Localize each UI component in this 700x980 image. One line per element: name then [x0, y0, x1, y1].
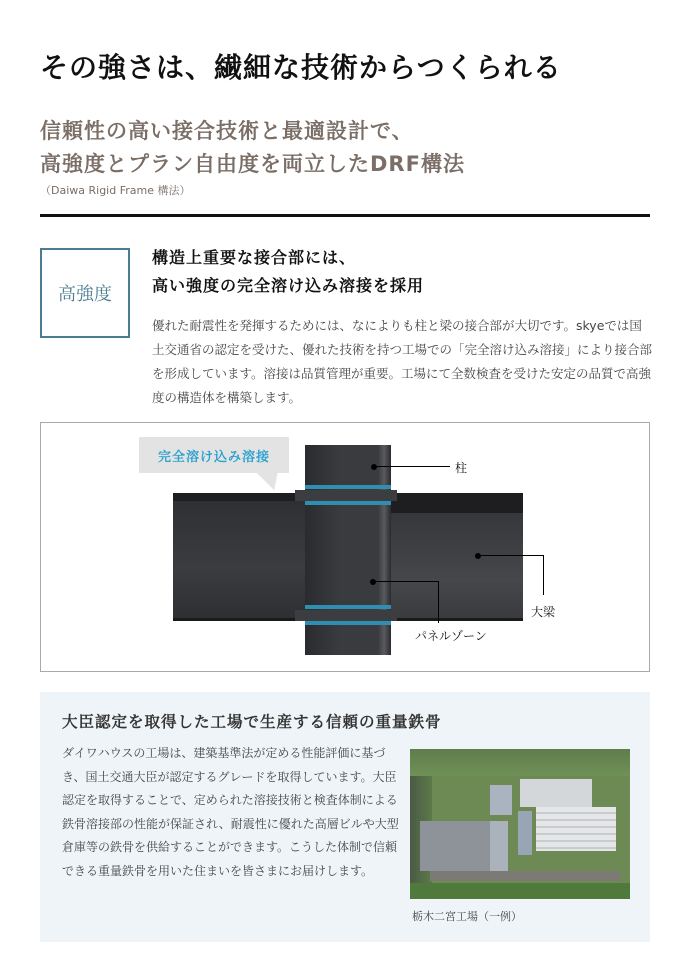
factory-aerial-photo — [410, 749, 630, 899]
factory-roof-3 — [490, 785, 512, 815]
callout-pointer — [256, 472, 288, 490]
column-marker-dot — [371, 464, 377, 470]
photo-caption: 栃木二宮工場（一例） — [412, 910, 522, 923]
beam-left — [173, 493, 308, 621]
factory-trees — [410, 883, 630, 899]
feature-heading-line-1: 構造上重要な接合部には、 — [152, 248, 357, 267]
feature-heading-line-2: 高い強度の完全溶け込み溶接を採用 — [152, 276, 425, 295]
beam-right — [388, 493, 523, 621]
weld-line-bottom-1 — [305, 605, 391, 609]
beam-marker-dot — [475, 553, 481, 559]
factory-info-panel — [40, 692, 650, 942]
factory-roof-6 — [536, 807, 616, 851]
feature-body: 優れた耐震性を発揮するためには、なによりも柱と梁の接合部が大切です。skyeでは国土交通省の認定を受けた、優れた技術を持つ工場での「完全溶け込み溶接」により接合部を形成しています。溶接は品質管理が重要。工場にて全数検査を受けた安定の品質で高強度の構造体を構築します。 — [152, 318, 653, 405]
strength-badge: 高強度 — [40, 248, 130, 338]
subtitle-line-1: 信頼性の高い接合技術と最適設計で、 — [40, 119, 414, 143]
factory-roof-5 — [518, 811, 532, 855]
panel-zone-marker-dot — [370, 579, 376, 585]
beam-label: 大梁 — [531, 605, 556, 619]
subtitle-line-2: 高強度とプラン自由度を両立したDRF構法 — [40, 152, 465, 176]
factory-info-title: 大臣認定を取得した工場で生産する信頼の重量鉄骨 — [62, 713, 442, 731]
feature-heading — [152, 244, 424, 300]
factory-roof-4 — [520, 779, 592, 807]
method-note: （Daiwa Rigid Frame 構法） — [40, 184, 191, 197]
section-divider — [40, 214, 650, 217]
page-title: その強さは、繊細な技術からつくられる — [40, 51, 562, 84]
column-label: 柱 — [455, 461, 468, 475]
factory-yard — [430, 871, 620, 881]
factory-info-body: ダイワハウスの工場は、建築基準法が定める性能評価に基づき、国土交通大臣が認定するグレードを取得しています。大臣認定を取得することで、定められた溶接技術と検査体制による鉄骨溶接部の性能が保証され、耐震性に優れた高層ビルや大型倉庫等の鉄骨を供給することができます。こうした体制で信頼できる重量鉄骨を用いた住まいを皆さまにお届けします。 — [62, 746, 399, 878]
weld-line-top-2 — [305, 501, 391, 505]
diaphragm-bottom — [295, 610, 397, 621]
panel-zone-label: パネルゾーン — [415, 629, 487, 643]
factory-roof-2 — [490, 821, 508, 871]
beam-leader-line-h — [478, 555, 543, 556]
column-leader-line — [374, 466, 450, 467]
weld-line-bottom-2 — [305, 621, 391, 625]
weld-line-top-1 — [305, 485, 391, 489]
joint-diagram — [40, 422, 650, 672]
panel-zone-leader-line-v — [438, 581, 439, 623]
page-subtitle — [40, 115, 465, 181]
panel-zone-leader-line-h — [373, 581, 439, 582]
beam-leader-line-v — [543, 555, 544, 595]
diaphragm-top — [295, 490, 397, 501]
weld-callout: 完全溶け込み溶接 — [139, 437, 289, 473]
